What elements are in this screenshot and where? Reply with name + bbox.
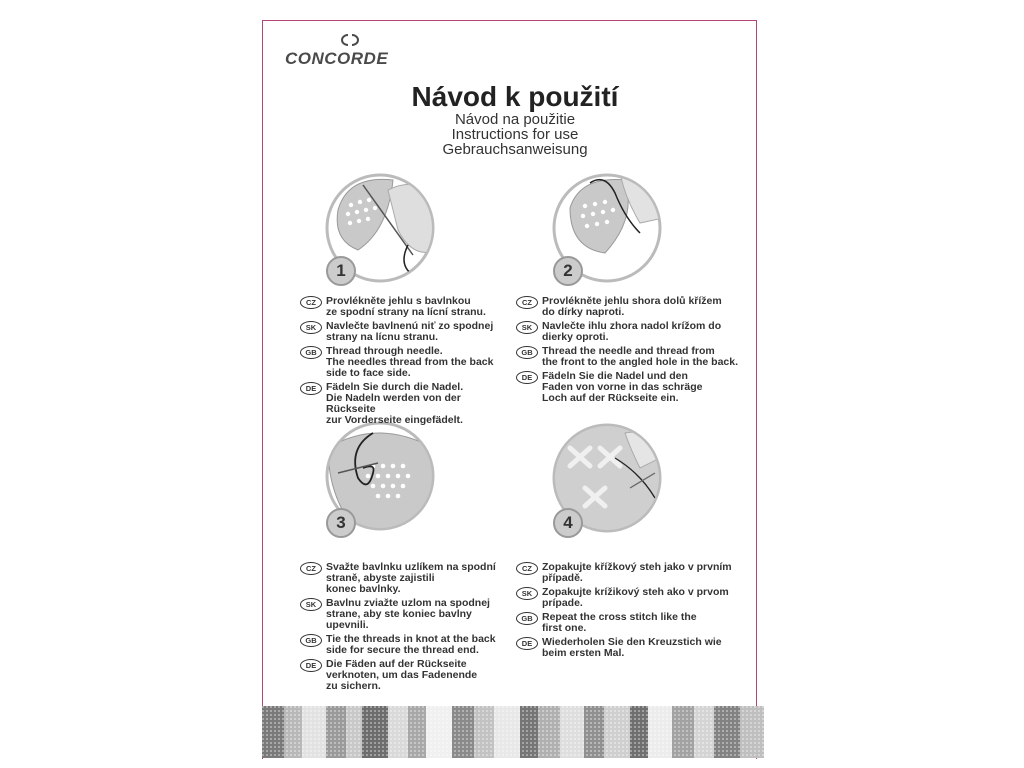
concorde-logo-icon (335, 33, 365, 47)
lang-badge-de: DE (300, 382, 322, 395)
lang-badge-gb: GB (300, 346, 322, 359)
step-1-illustration (318, 170, 448, 290)
title-de: Gebrauchsanweisung (442, 141, 588, 158)
instruction-gb: GB Thread through needle. The needles thread from the back side to face side. (300, 346, 510, 379)
instruction-cz: CZ Provlékněte jehlu shora dolů křížem do dírky naproti. (516, 296, 746, 318)
step-4-instructions (516, 562, 746, 662)
instruction-de: DE Fädeln Sie die Nadel und den Faden von vorne in das schräge Loch auf der Rückseite ein. (516, 371, 746, 404)
lang-badge-de: DE (300, 659, 322, 672)
page-title: Návod k použití (411, 81, 619, 112)
step-3-illustration (318, 418, 448, 538)
lang-badge-de: DE (516, 637, 538, 650)
lang-badge-cz: CZ (516, 562, 538, 575)
lang-badge-gb: GB (516, 346, 538, 359)
step-3-instructions (300, 562, 510, 695)
lang-badge-sk: SK (516, 587, 538, 600)
instruction-sk: SK Zopakujte krížikový steh ako v prvom prípade. (516, 587, 746, 609)
lang-badge-gb: GB (516, 612, 538, 625)
instruction-cz: CZ Svažte bavlnku uzlíkem na spodní straně, abyste zajistili konec bavlnky. (300, 562, 510, 595)
instruction-cz: CZ Provlékněte jehlu s bavlnkou ze spodní strany na lícní stranu. (300, 296, 510, 318)
instruction-cz: CZ Zopakujte křížkový steh jako v prvním případě. (516, 562, 746, 584)
instruction-gb: GB Thread the needle and thread from the front to the angled hole in the back. (516, 346, 746, 368)
instruction-de: DE Die Fäden auf der Rückseite verknoten, um das Fadenende zu sichern. (300, 659, 510, 692)
instruction-sk: SK Navlečte bavlnenú niť zo spodnej strany na lícnu stranu. (300, 321, 510, 343)
lang-badge-gb: GB (300, 634, 322, 647)
lang-badge-sk: SK (300, 598, 322, 611)
instruction-de: DE Fädeln Sie durch die Nadel. Die Nadeln werden von der Rückseite zur Vorderseite eingefädelt. (300, 382, 510, 426)
instruction-sk: SK Navlečte ihlu zhora nadol krížom do dierky oproti. (516, 321, 746, 343)
concorde-logo (285, 33, 415, 69)
lang-badge-sk: SK (516, 321, 538, 334)
instruction-sk: SK Bavlnu zviažte uzlom na spodnej strane, aby ste koniec bavlny upevnili. (300, 598, 510, 631)
step-1-instructions (300, 296, 510, 429)
step-number-badge: 2 (553, 256, 583, 286)
lang-badge-de: DE (516, 371, 538, 384)
step-2-instructions (516, 296, 746, 407)
instruction-gb: GB Tie the threads in knot at the back side for secure the thread end. (300, 634, 510, 656)
title-gb: Instructions for use (451, 126, 579, 143)
title-sk: Návod na použitie (454, 111, 576, 128)
fabric-stripe-footer (262, 706, 764, 758)
lang-badge-cz: CZ (300, 296, 322, 309)
step-number-badge: 1 (326, 256, 356, 286)
instruction-de: DE Wiederholen Sie den Kreuzstich wie beim ersten Mal. (516, 637, 746, 659)
step-4-illustration (545, 418, 675, 538)
instruction-gb: GB Repeat the cross stitch like the first one. (516, 612, 746, 634)
step-2-illustration (545, 168, 675, 288)
lang-badge-sk: SK (300, 321, 322, 334)
lang-badge-cz: CZ (516, 296, 538, 309)
brand-name: CONCORDE (285, 49, 389, 68)
step-number-badge: 3 (326, 508, 356, 538)
lang-badge-cz: CZ (300, 562, 322, 575)
step-number-badge: 4 (553, 508, 583, 538)
title-block (400, 82, 630, 157)
